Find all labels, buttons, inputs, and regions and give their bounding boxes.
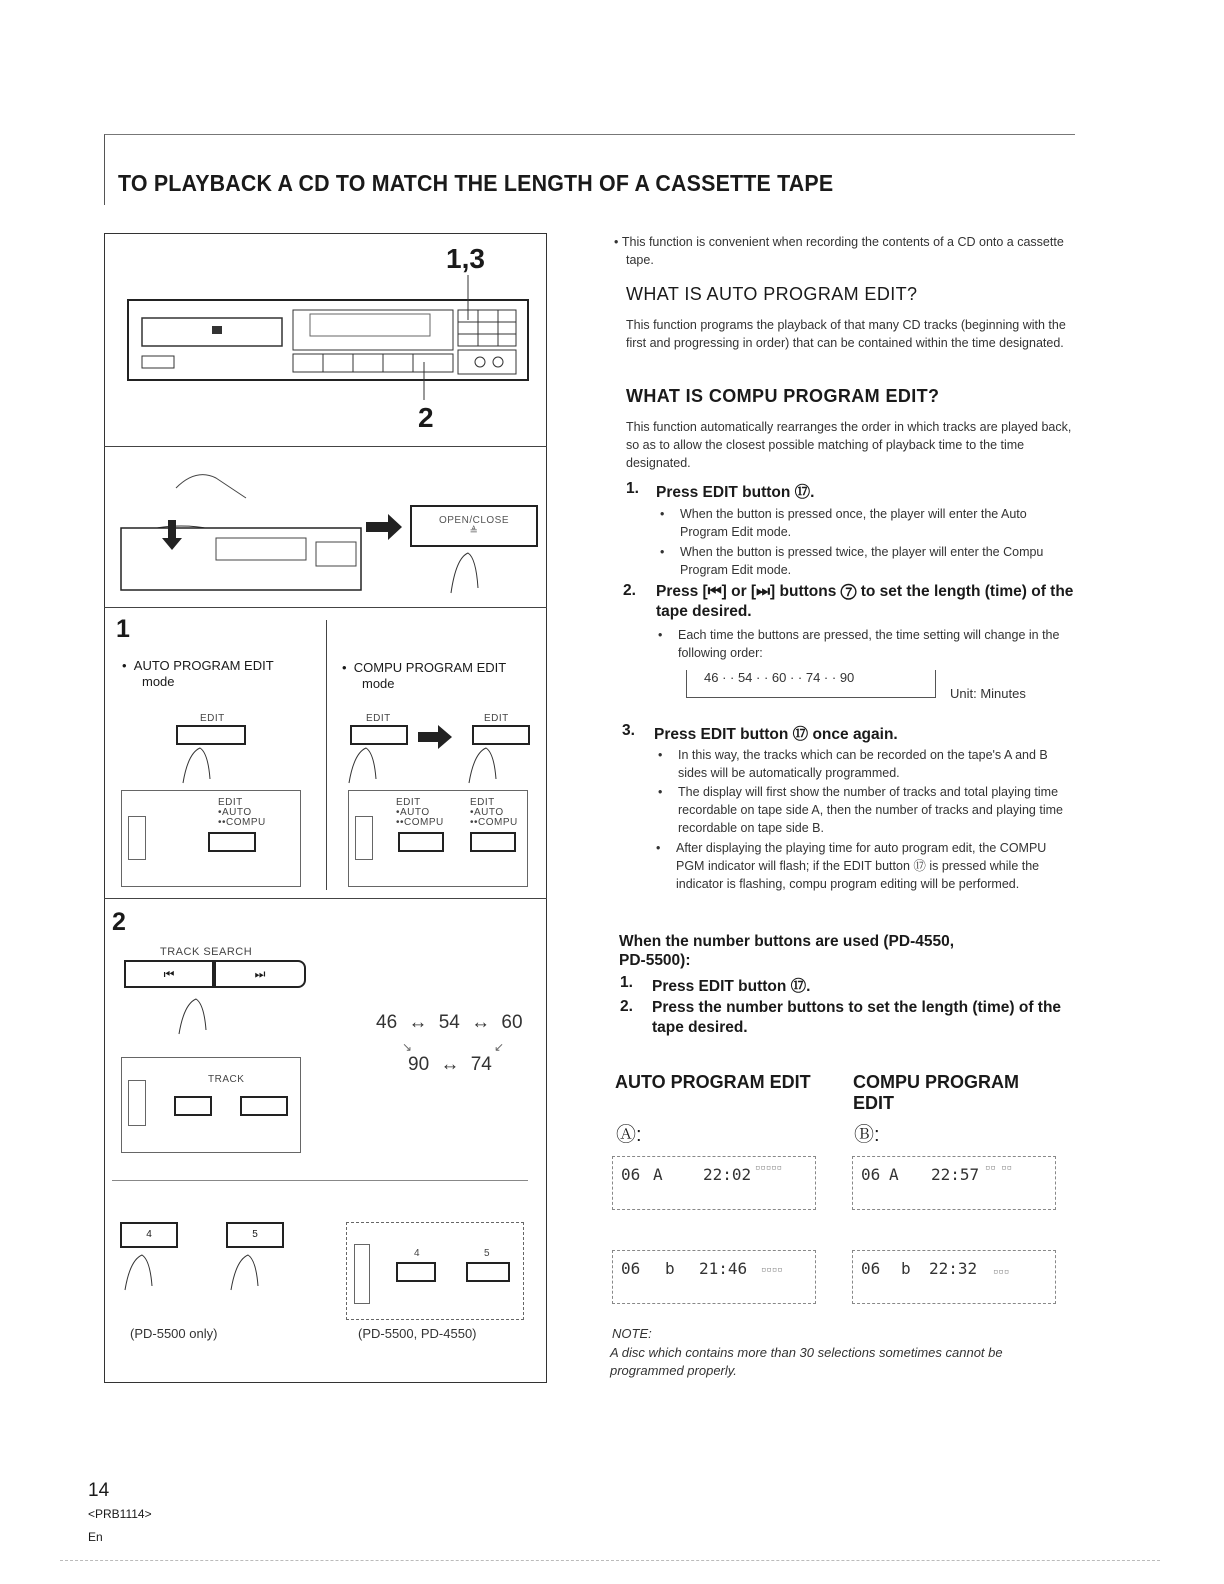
indicator-icons: ▫▫▫▫▫ (755, 1163, 783, 1173)
step2-bullet: • Each time the buttons are pressed, the time setting will change in the following order: (658, 628, 1060, 660)
display-auto-side-a: 06 A 22:02 ▫▫▫▫▫ (612, 1156, 816, 1210)
auto-col-title: AUTO PROGRAM EDIT (615, 1072, 811, 1092)
language-code: En (88, 1530, 103, 1544)
finger-icon (466, 745, 506, 785)
pd5500-4550-caption: (PD-5500, PD-4550) (358, 1326, 477, 1341)
auto-heading: WHAT IS AUTO PROGRAM EDIT? (626, 284, 918, 304)
finger-icon (176, 996, 216, 1036)
remote-track-next-button[interactable] (240, 1096, 288, 1116)
num-step2-text: Press the number buttons to set the length (time) of the tape desired. (652, 999, 1062, 1036)
compu-text: This function automatically rearranges the order in which tracks are played back, so as to allow the closest possible matching of playback time to the time designated. (626, 420, 1072, 470)
scan-edge (60, 1560, 1160, 1561)
open-close-button[interactable]: OPEN/CLOSE ≜ (410, 505, 538, 547)
step1-bullet: • When the button is pressed twice, the player will enter the Compu Program Edit mode. (660, 545, 1044, 577)
compu-mode-sub: mode (362, 676, 395, 691)
display-compu-side-a: 06 A 22:57 ▫▫ ▫▫ (852, 1156, 1056, 1210)
remote-key-5[interactable] (466, 1262, 510, 1282)
edit-caption: EDIT (484, 713, 509, 724)
number-key-5[interactable]: 5 (226, 1222, 284, 1248)
edit-button[interactable] (176, 725, 246, 745)
edit-button[interactable] (350, 725, 408, 745)
divider (104, 898, 547, 899)
num-step1-num: 1. (620, 974, 633, 991)
divider (104, 446, 547, 447)
callout-1-3: 1,3 (446, 243, 485, 274)
cycle-arrow-left: ↘ (402, 1040, 413, 1054)
remote-edit-button[interactable] (470, 832, 516, 852)
step2-num: 2. (623, 582, 636, 599)
remote-body (354, 1244, 370, 1304)
track-search-caption: TRACK SEARCH (160, 946, 253, 958)
indicator-icons: ▫▫▫▫ (761, 1265, 783, 1275)
compu-heading: WHAT IS COMPU PROGRAM EDIT? (626, 386, 940, 406)
auto-col-mark: Ⓐ: (616, 1124, 642, 1146)
step1-num: 1. (626, 480, 639, 497)
auto-text: This function programs the playback of that many CD tracks (beginning with the first and progressing in order) that can be contained within the time designated. (626, 318, 1066, 350)
step1-bullet: • When the button is pressed once, the player will enter the Auto Program Edit mode. (660, 507, 1027, 539)
indicator-icons: ▫▫ ▫▫ (985, 1163, 1013, 1173)
intro-bullet: • This function is convenient when recording the contents of a CD onto a cassette tape. (614, 235, 1064, 267)
remote-track-caption: TRACK (208, 1074, 245, 1085)
number-key-4[interactable]: 4 (120, 1222, 178, 1248)
finger-icon (346, 745, 386, 785)
cycle-order-row2: 90 ↔ 74 (408, 1054, 492, 1075)
remote-edit-labels: EDIT •AUTO ••COMPU (218, 797, 266, 828)
display-compu-side-b: 06 b 22:32 ▫▫▫ (852, 1250, 1056, 1304)
edit-caption: EDIT (366, 713, 391, 724)
page-number: 14 (88, 1480, 110, 1501)
num-step2-num: 2. (620, 998, 633, 1015)
remote-edit-button[interactable] (208, 832, 256, 852)
step3-bullet: • In this way, the tracks which can be recorded on the tape's A and B sides will be automatically programmed. (658, 748, 1048, 780)
doc-code: <PRB1114> (88, 1507, 152, 1521)
auto-mode-heading: • AUTO PROGRAM EDIT (122, 658, 274, 673)
finger-icon (228, 1252, 268, 1292)
number-buttons-heading: When the number buttons are used (PD-4550, PD-5500): (619, 933, 955, 969)
finger-icon (180, 745, 220, 785)
cd-player-front-illustration (128, 290, 538, 390)
remote-key-caption: 5 (484, 1248, 491, 1259)
callout-2: 2 (418, 402, 434, 433)
step2-text: Press [⏮] or [⏭] buttons ⑦ to set the length (time) of the tape desired. (656, 583, 1074, 620)
arrow-right-icon (418, 725, 458, 749)
display-auto-side-b: 06 b 21:46 ▫▫▫▫ (612, 1250, 816, 1304)
page-title: TO PLAYBACK A CD TO MATCH THE LENGTH OF A CASSETTE TAPE (118, 170, 834, 196)
divider (326, 620, 327, 890)
remote-key-caption: 4 (414, 1248, 421, 1259)
step3-text: Press EDIT button ⑰ once again. (654, 726, 898, 743)
compu-mode-heading: • COMPU PROGRAM EDIT (342, 660, 507, 675)
disc-loading-illustration (116, 458, 366, 598)
remote-body (128, 816, 146, 860)
finger-icon (122, 1252, 162, 1292)
compu-col-mark: Ⓑ: (854, 1124, 880, 1146)
arrow-right-icon (366, 512, 406, 542)
step3-bullet: • After displaying the playing time for auto program edit, the COMPU PGM indicator will flash; if the EDIT button ⑰ is pressed while the indicator is flashing, compu program editing will be performed. (656, 841, 1047, 891)
remote-edit-button[interactable] (398, 832, 444, 852)
pd5500-only-caption: (PD-5500 only) (130, 1326, 218, 1341)
unit-label: Unit: Minutes (950, 686, 1026, 701)
indicator-icons: ▫▫▫ (993, 1267, 1010, 1277)
track-next-button[interactable]: ⏭ (214, 960, 306, 988)
step3-bullet: • The display will first show the number of tracks and total playing time recordable on tape side A, then the number of tracks and playing time recordable on tape side B. (658, 785, 1063, 835)
finger-icon (446, 548, 486, 598)
remote-body (355, 816, 373, 860)
track-prev-button[interactable]: ⏮ (124, 960, 214, 988)
step2-number: 2 (112, 908, 126, 936)
step1-text: Press EDIT button ⑰. (656, 484, 815, 501)
remote-edit-labels: EDIT •AUTO ••COMPU (470, 797, 518, 828)
remote-body (128, 1080, 146, 1126)
auto-mode-sub: mode (142, 674, 175, 689)
step3-num: 3. (622, 722, 635, 739)
divider (104, 607, 547, 608)
num-step1-text: Press EDIT button ⑰. (652, 978, 811, 995)
remote-key-4[interactable] (396, 1262, 436, 1282)
note-label: NOTE: (612, 1326, 652, 1341)
step1-number: 1 (116, 615, 130, 643)
cycle-arrow-right: ↙ (494, 1040, 505, 1054)
divider (112, 1180, 528, 1181)
order-sequence: 46 · · 54 · · 60 · · 74 · · 90 (700, 670, 858, 685)
compu-col-title: COMPU PROGRAM EDIT (853, 1072, 1019, 1113)
remote-edit-labels: EDIT •AUTO ••COMPU (396, 797, 444, 828)
edit-caption: EDIT (200, 713, 225, 724)
note-text: A disc which contains more than 30 selections sometimes cannot be programmed properly. (610, 1345, 1003, 1378)
edit-button[interactable] (472, 725, 530, 745)
cycle-order-row1: 46 ↔ 54 ↔ 60 (376, 1012, 523, 1033)
remote-track-prev-button[interactable] (174, 1096, 212, 1116)
